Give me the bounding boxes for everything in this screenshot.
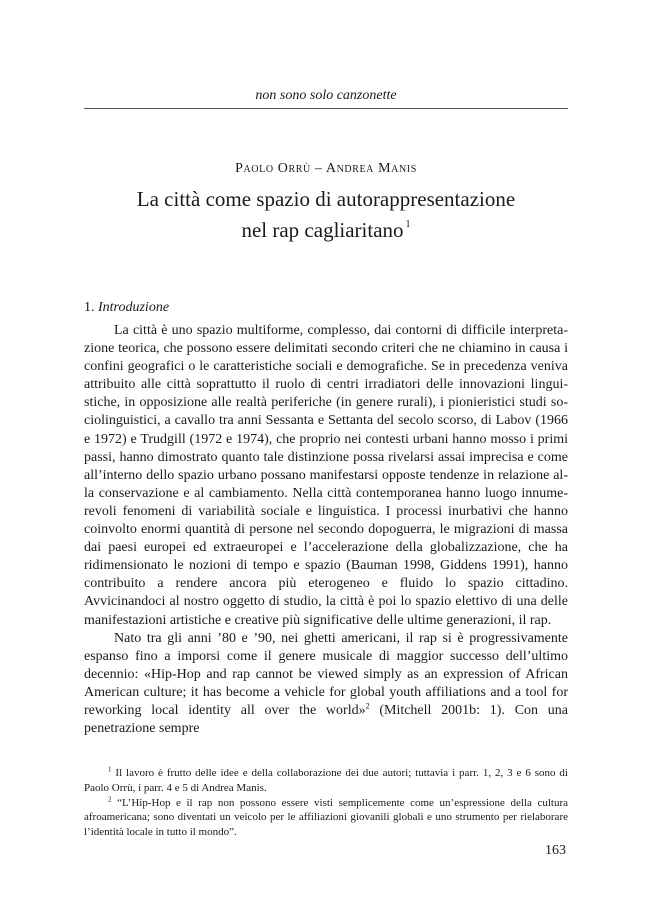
title-footnote-ref[interactable]: 1 <box>405 219 411 230</box>
footnote-2-text: “L’Hip-Hop e il rap non possono essere visti semplicemente come un’espressione della cultura afroamericana; sono diventati un veicolo per le affiliazioni giovanili globali e uno strumento per rielaborare l’identità locale in tutto il mondo”. <box>84 796 568 839</box>
title-line-2 <box>84 212 568 243</box>
paragraph-2 <box>84 630 568 739</box>
authors: Paolo Orrù – Andrea Manis <box>235 161 417 176</box>
title-line-2-text: nel rap cagliaritano <box>241 218 404 242</box>
footnote-2 <box>84 796 568 840</box>
footnote-1 <box>84 766 568 796</box>
section-heading <box>84 300 169 316</box>
footnotes <box>84 766 568 840</box>
body-text <box>84 322 568 738</box>
paragraph-1: La città è uno spazio multiforme, complesso, dai contorni di difficile interpretazione teorica, che possono essere delimitati secondo criteri che ne chiamino in causa i confini geografici o le caratteristiche sociali e demografiche. Se in precedenza veniva attribuito alle città soprattutto il ruolo di centri irradiatori delle innovazioni linguistiche, in opposizione alle realtà periferiche (in genere rurali), i pionieristici studi sociolinguistici, a cavallo tra anni Sessanta e Settanta del secolo scorso, di Labov (1966 e 1972) e Trudgill (1972 e 1974), che proprio nei contesti urbani hanno mosso i primi passi, hanno dimostrato quanto tale distinzione possa rivelarsi assai imprecisa e come all’interno dello spazio urbano possano manifestarsi opposte tendenze in relazione alla conservazione e al cambiamento. Nella città contemporanea hanno luogo innumerevoli fenomeni di variabilità sociale e linguistica. I processi inurbativi che hanno coinvolto enormi quantità di persone nel secondo dopoguerra, le migrazioni di massa dai paesi europei ed extraeuropei e l’accelerazione della globalizzazione, che ha ridimensionato le nozioni di tempo e spazio (Bauman 1998, Giddens 1991), hanno contribuito a rendere ancora più eterogeneo e fluido lo spazio cittadino. Avvicinandoci al nostro oggetto di studio, la città è poi lo spazio elettivo di una delle manifestazioni artistiche e creative più significative delle ultime generazioni, il rap. <box>84 323 568 628</box>
footnote-ref-2[interactable]: 2 <box>365 701 370 711</box>
section-number: 1. <box>84 300 95 315</box>
paragraph-2-text-b: (Mitchell 2001b: 1). Con una penetrazione sempre <box>84 702 568 737</box>
footnote-1-text: Il lavoro è frutto delle idee e della collaborazione dei due autori; tuttavia i parr. 1, 2, 3 e 6 sono di Paolo Orrù, i parr. 4 e 5 di Andrea Manis. <box>84 767 568 794</box>
title-line-1: La città come spazio di autorappresentazione <box>136 187 516 211</box>
footnote-2-number: 2 <box>108 794 112 803</box>
section-title: Introduzione <box>98 300 170 315</box>
page-number: 163 <box>545 843 566 858</box>
article-title <box>84 186 568 243</box>
paragraph-2-text-a: Nato tra gli anni ’80 e ’90, nei ghetti americani, il rap si è progressivamente espanso fino a imporsi come il genere musicale di maggior successo dell’ultimo decennio: «Hip-Hop and rap cannot be viewed simply as an expression of African American culture; it has become a vehicle for global youth affiliations and a tool for reworking local identity all over the world» <box>84 630 568 718</box>
running-head: non sono solo canzonette <box>255 88 397 103</box>
header-rule <box>84 108 568 109</box>
footnote-1-number: 1 <box>108 765 112 774</box>
